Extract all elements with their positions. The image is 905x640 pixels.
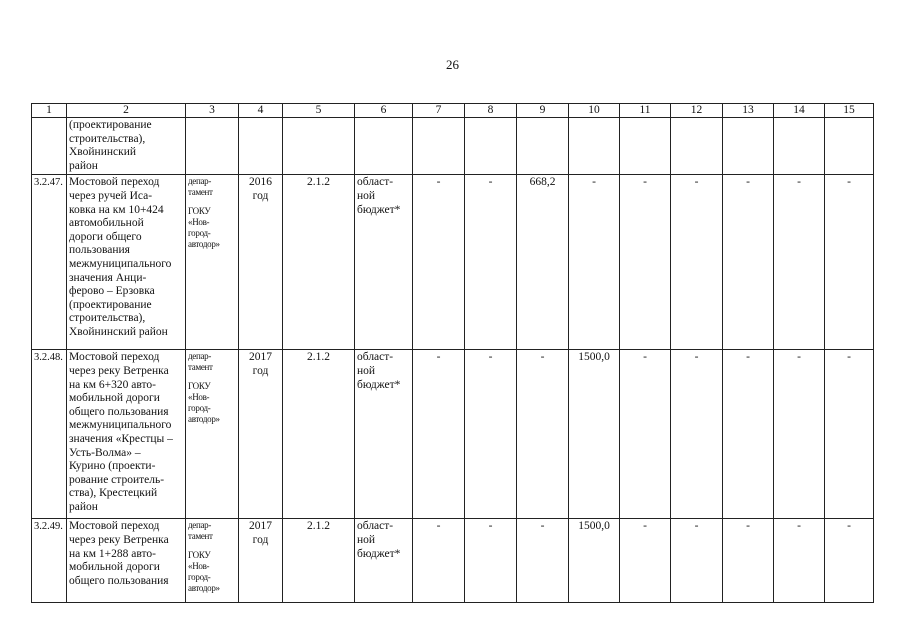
cell-year xyxy=(239,175,283,350)
table-row-continuation xyxy=(32,118,874,175)
cell-value: - xyxy=(413,519,465,603)
source-line: бюджет* xyxy=(357,378,401,391)
name-line: общего пользования xyxy=(69,574,169,587)
table-header-row xyxy=(32,104,874,118)
source-line: ной xyxy=(357,189,376,202)
cell-value: - xyxy=(723,175,774,350)
cell-value: - xyxy=(465,175,517,350)
cell-value: - xyxy=(465,350,517,519)
name-line: на км 6+320 авто- xyxy=(69,378,156,391)
cell-value xyxy=(774,118,825,175)
dept-line: автодор» xyxy=(188,583,220,594)
cell-value: - xyxy=(723,350,774,519)
dept-line: депар- xyxy=(188,520,212,531)
name-line: общего пользования xyxy=(69,405,169,418)
source-line: област- xyxy=(357,176,394,189)
program-table xyxy=(31,103,874,603)
cell-value: - xyxy=(569,175,620,350)
year-line: год xyxy=(252,533,269,546)
cell-num: 3.2.48. xyxy=(32,350,67,519)
source-line: област- xyxy=(357,351,394,364)
cell-dept xyxy=(186,519,239,603)
cell-code xyxy=(283,118,355,175)
name-line: рование строитель- xyxy=(69,473,165,486)
source-line: бюджет* xyxy=(357,547,401,560)
year-line: год xyxy=(252,364,269,377)
name-line: автомобильной xyxy=(69,217,144,230)
name-line: строительства), xyxy=(69,132,146,145)
dept-line: город- xyxy=(188,572,211,583)
cell-dept xyxy=(186,175,239,350)
name-line: межмуниципального xyxy=(69,419,172,432)
cell-year xyxy=(239,350,283,519)
cell-code: 2.1.2 xyxy=(283,519,355,603)
name-line: строительства), xyxy=(69,312,146,325)
cell-code: 2.1.2 xyxy=(283,175,355,350)
cell-value xyxy=(671,118,723,175)
name-line: ковка на км 10+424 xyxy=(69,203,164,216)
cell-value: - xyxy=(517,519,569,603)
name-line: мобильной дороги xyxy=(69,561,160,574)
dept-line: автодор» xyxy=(188,414,220,425)
cell-value: - xyxy=(413,175,465,350)
cell-num xyxy=(32,118,67,175)
column-header: 14 xyxy=(774,104,825,118)
name-line: Мостовой переход xyxy=(69,351,160,364)
column-header: 12 xyxy=(671,104,723,118)
cell-year xyxy=(239,118,283,175)
name-line: район xyxy=(69,159,98,172)
dept-line: «Нов- xyxy=(188,217,210,228)
cell-name xyxy=(67,350,186,519)
dept-line: город- xyxy=(188,228,211,239)
column-header: 6 xyxy=(355,104,413,118)
cell-name xyxy=(67,519,186,603)
column-header: 11 xyxy=(620,104,671,118)
cell-value: - xyxy=(723,519,774,603)
name-line: через реку Ветренка xyxy=(69,533,169,546)
cell-source xyxy=(355,519,413,603)
cell-value xyxy=(825,118,874,175)
column-header: 9 xyxy=(517,104,569,118)
cell-value: - xyxy=(517,350,569,519)
dept-line: тамент xyxy=(188,531,213,542)
cell-value: - xyxy=(620,350,671,519)
name-line: на км 1+288 авто- xyxy=(69,547,156,560)
cell-source xyxy=(355,350,413,519)
cell-dept xyxy=(186,118,239,175)
dept-line: автодор» xyxy=(188,239,220,250)
column-header: 15 xyxy=(825,104,874,118)
column-header: 3 xyxy=(186,104,239,118)
table-row xyxy=(32,175,874,350)
cell-value: - xyxy=(825,519,874,603)
year-line: 2016 xyxy=(249,176,272,189)
name-line: (проектирование xyxy=(69,119,152,131)
name-line: (проектирование xyxy=(69,298,152,311)
name-line: Хвойнинский район xyxy=(69,325,168,338)
cell-value: - xyxy=(671,350,723,519)
cell-value xyxy=(723,118,774,175)
cell-value: - xyxy=(620,175,671,350)
cell-value: - xyxy=(671,519,723,603)
page-number: 26 xyxy=(446,57,459,72)
cell-value: - xyxy=(774,350,825,519)
cell-source xyxy=(355,118,413,175)
dept-line: «Нов- xyxy=(188,561,210,572)
cell-value: - xyxy=(774,519,825,603)
dept-line: город- xyxy=(188,403,211,414)
cell-source xyxy=(355,175,413,350)
name-line: Хвойнинский xyxy=(69,146,137,159)
dept-line: тамент xyxy=(188,362,213,373)
source-line: бюджет* xyxy=(357,203,401,216)
cell-value xyxy=(620,118,671,175)
column-header: 4 xyxy=(239,104,283,118)
cell-value: - xyxy=(413,350,465,519)
name-line: через реку Ветренка xyxy=(69,364,169,377)
column-header: 13 xyxy=(723,104,774,118)
table-row xyxy=(32,350,874,519)
column-header: 2 xyxy=(67,104,186,118)
cell-value: - xyxy=(671,175,723,350)
name-line: межмуниципального xyxy=(69,257,172,270)
cell-value: 1500,0 xyxy=(569,519,620,603)
dept-line: депар- xyxy=(188,351,212,362)
column-header: 7 xyxy=(413,104,465,118)
cell-value: - xyxy=(825,175,874,350)
cell-year xyxy=(239,519,283,603)
column-header: 8 xyxy=(465,104,517,118)
name-line: значения «Крестцы – xyxy=(69,432,173,445)
name-line: через ручей Иса- xyxy=(69,189,153,202)
name-line: пользования xyxy=(69,244,130,257)
dept-line: «Нов- xyxy=(188,392,210,403)
dept-line: ГОКУ xyxy=(188,206,211,217)
dept-line: депар- xyxy=(188,176,212,187)
cell-num: 3.2.49. xyxy=(32,519,67,603)
cell-value: 668,2 xyxy=(517,175,569,350)
source-line: ной xyxy=(357,533,376,546)
cell-value: 1500,0 xyxy=(569,350,620,519)
column-header: 5 xyxy=(283,104,355,118)
dept-line: тамент xyxy=(188,187,213,198)
cell-value: - xyxy=(465,519,517,603)
cell-value xyxy=(517,118,569,175)
column-header: 1 xyxy=(32,104,67,118)
cell-value: - xyxy=(825,350,874,519)
dept-line: ГОКУ xyxy=(188,550,211,561)
year-line: 2017 xyxy=(249,351,272,364)
cell-value: - xyxy=(774,175,825,350)
source-line: ной xyxy=(357,364,376,377)
table-row xyxy=(32,519,874,603)
name-line: мобильной дороги xyxy=(69,392,160,405)
name-line: значения Анци- xyxy=(69,271,147,284)
cell-value xyxy=(465,118,517,175)
dept-line: ГОКУ xyxy=(188,381,211,392)
column-header: 10 xyxy=(569,104,620,118)
year-line: 2017 xyxy=(249,520,272,533)
source-line: област- xyxy=(357,520,394,533)
cell-name xyxy=(67,118,186,175)
cell-value: - xyxy=(620,519,671,603)
name-line: Усть-Волма» – xyxy=(69,446,141,459)
cell-value xyxy=(413,118,465,175)
cell-dept xyxy=(186,350,239,519)
cell-code: 2.1.2 xyxy=(283,350,355,519)
cell-value xyxy=(569,118,620,175)
name-line: ферово – Ерзовка xyxy=(69,285,155,298)
name-line: Мостовой переход xyxy=(69,176,160,189)
name-line: Мостовой переход xyxy=(69,520,160,533)
cell-name xyxy=(67,175,186,350)
name-line: район xyxy=(69,500,98,513)
name-line: ства), Крестецкий xyxy=(69,487,158,500)
name-line: Курино (проекти- xyxy=(69,460,156,473)
year-line: год xyxy=(252,189,269,202)
cell-num: 3.2.47. xyxy=(32,175,67,350)
name-line: дороги общего xyxy=(69,230,142,243)
